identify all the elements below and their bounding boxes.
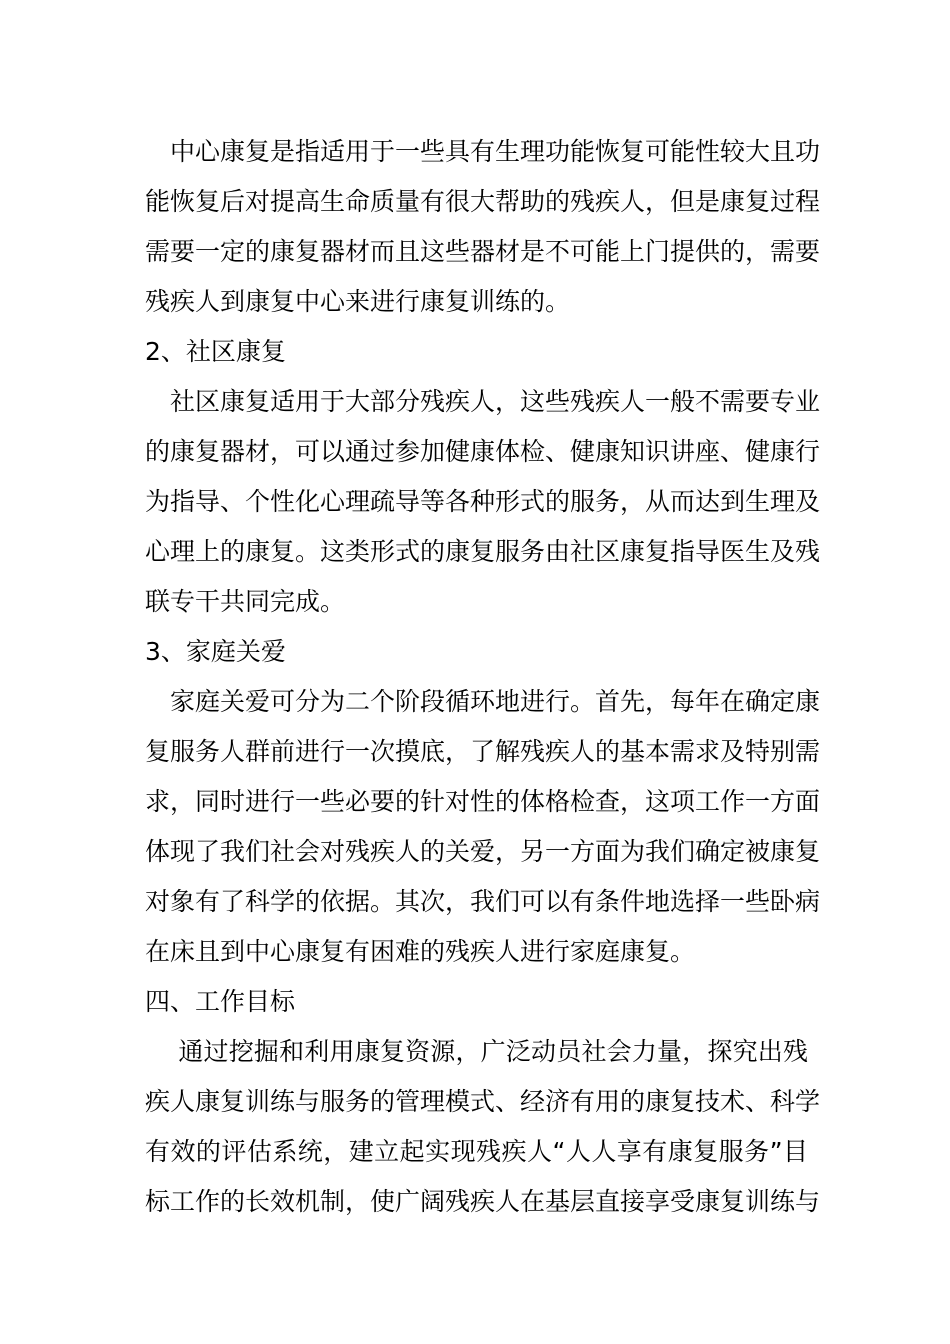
section-heading: 2、社区康复	[145, 337, 286, 366]
text-line: 社区康复适用于大部分残疾人，这些残疾人一般不需要专业	[145, 387, 821, 416]
text-line: 能恢复后对提高生命质量有很大帮助的残疾人，但是康复过程	[145, 187, 821, 216]
text-line: 残疾人到康复中心来进行康复训练的。	[145, 287, 571, 316]
document-body	[145, 127, 821, 1227]
text-line: 通过挖掘和利用康复资源，广泛动员社会力量，探究出残	[145, 1037, 808, 1066]
text-line: 中心康复是指适用于一些具有生理功能恢复可能性较大且功	[145, 137, 821, 166]
text-line: 心理上的康复。这类形式的康复服务由社区康复指导医生及残	[145, 537, 821, 566]
text-line: 的康复器材，可以通过参加健康体检、健康知识讲座、健康行	[145, 437, 821, 466]
text-line: 求，同时进行一些必要的针对性的体格检查，这项工作一方面	[145, 787, 821, 816]
text-line: 体现了我们社会对残疾人的关爱，另一方面为我们确定被康复	[145, 837, 821, 866]
text-line: 对象有了科学的依据。其次，我们可以有条件地选择一些卧病	[145, 887, 821, 916]
text-line: 有效的评估系统，建立起实现残疾人“人人享有康复服务”目	[145, 1137, 808, 1166]
text-line: 复服务人群前进行一次摸底，了解残疾人的基本需求及特别需	[145, 737, 821, 766]
text-line: 需要一定的康复器材而且这些器材是不可能上门提供的，需要	[145, 237, 821, 266]
text-line: 联专干共同完成。	[145, 587, 346, 616]
section-heading: 3、家庭关爱	[145, 637, 286, 666]
text-line: 家庭关爱可分为二个阶段循环地进行。首先，每年在确定康	[145, 687, 821, 716]
section-heading: 四、工作目标	[145, 987, 296, 1016]
text-line: 为指导、个性化心理疏导等各种形式的服务，从而达到生理及	[145, 487, 821, 516]
text-line: 标工作的长效机制，使广阔残疾人在基层直接享受康复训练与	[145, 1187, 821, 1216]
text-line: 疾人康复训练与服务的管理模式、经济有用的康复技术、科学	[145, 1087, 821, 1116]
text-line: 在床且到中心康复有困难的残疾人进行家庭康复。	[145, 937, 696, 966]
